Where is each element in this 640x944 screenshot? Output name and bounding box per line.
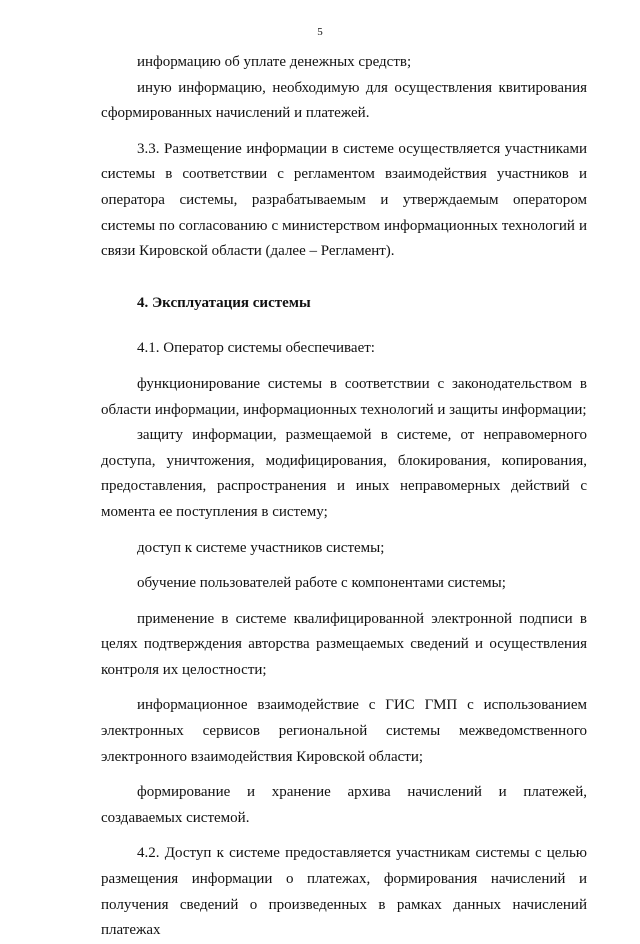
document-body [101,50,587,944]
list-item: формирование и хранение архива начислений и платежей, создаваемых системой. [101,784,587,826]
paragraph-3-3: 3.3. Размещение информации в системе осуществляется участниками системы в соответствии с регламентом взаимодействия участников и оператора системы, разрабатываемым и утверждаемым оператором системы по согласованию с министерством информационных технологий и связи Кировской области (далее – Регламент). [101,140,587,260]
list-item: функционирование системы в соответствии с законодательством в области информации, информационных технологий и защиты информации; [101,375,587,418]
list-item: информационное взаимодействие с ГИС ГМП с использованием электронных сервисов региональной системы межведомственного электронного взаимодействия Кировской области; [101,697,587,765]
paragraph-other-info: иную информацию, необходимую для осуществления квитирования сформированных начислений и платежей. [101,79,587,122]
section-heading: 4. Эксплуатация системы [137,294,311,311]
page-number: 5 [317,26,323,38]
paragraph-4-1: 4.1. Оператор системы обеспечивает: [137,340,375,357]
paragraph-payment-info: информацию об уплате денежных средств; [137,54,412,70]
list-item: обучение пользователей работе с компонентами системы; [137,575,506,592]
list-item: защиту информации, размещаемой в системе, от неправомерного доступа, уничтожения, модифицирования, блокирования, копирования, предоставления, распространения и иных неправомерных действий с момента ее поступления в систему; [101,427,587,520]
list-item: доступ к системе участников системы; [137,539,385,556]
paragraph-4-2: 4.2. Доступ к системе предоставляется участникам системы с целью размещения информации о платежах, формирования начислений и получения сведений о произведенных в рамках данных начислений платежах [101,845,587,939]
list-item: применение в системе квалифицированной электронной подписи в целях подтверждения авторства размещаемых сведений и осуществления контроля их целостности; [101,610,587,678]
